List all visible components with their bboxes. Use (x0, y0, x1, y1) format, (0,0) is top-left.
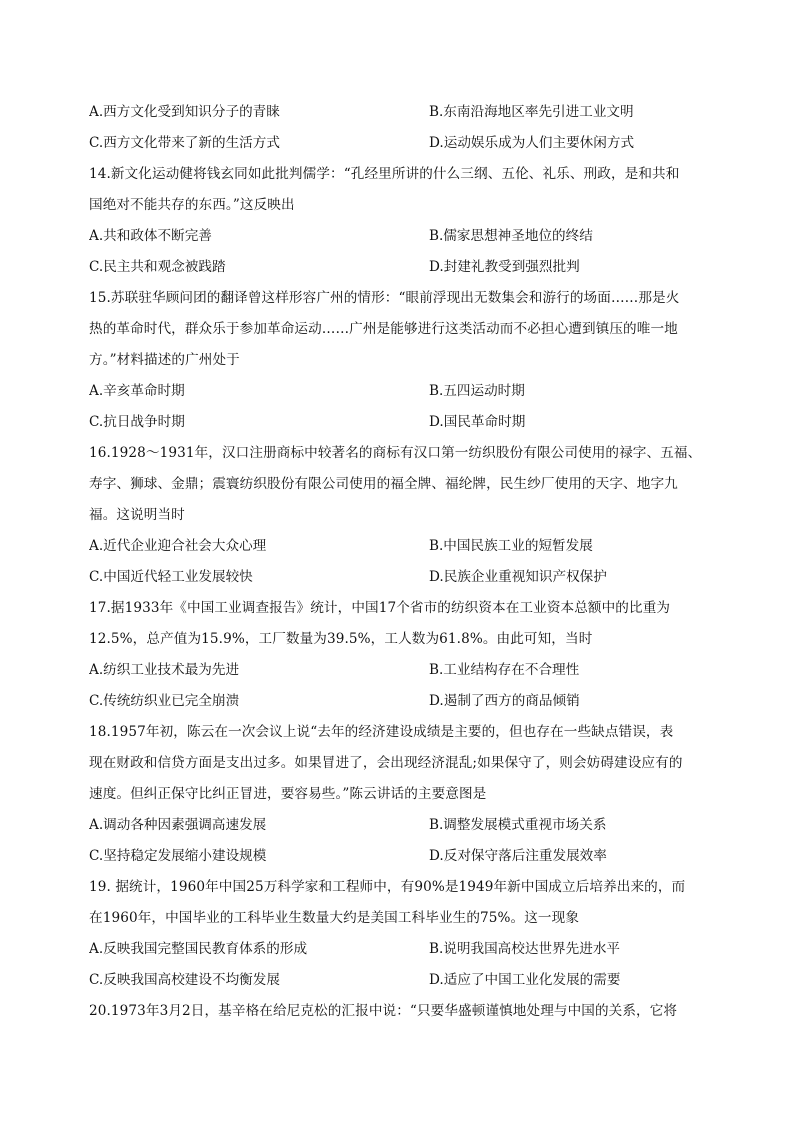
q14-option-c[interactable]: C.民主共和观念被践踏 (89, 259, 226, 275)
q19-option-c[interactable]: C.反映我国高校建设不均衡发展 (89, 972, 280, 988)
q16-stem-line-3: 福。这说明当时 (89, 507, 185, 523)
q15-option-d[interactable]: D.国民革命时期 (429, 414, 526, 430)
q16-stem-line-1: 16.1928～1931年，汉口注册商标中较著名的商标有汉口第一纺织股份有限公司使用的禄字、五福、 (89, 445, 702, 461)
q17-options-row-1 (89, 655, 707, 686)
q13-options-row-2 (89, 128, 707, 159)
q16-option-b[interactable]: B.中国民族工业的短暂发展 (429, 538, 593, 554)
q13-option-a[interactable]: A.西方文化受到知识分子的青睐 (89, 104, 280, 120)
q19-option-d[interactable]: D.适应了中国工业化发展的需要 (429, 972, 621, 988)
q18-stem-line-2: 现在财政和信贷方面是支出过多。如果冒进了，会出现经济混乱;如果保守了，则会妨碍建设应有的 (89, 755, 683, 771)
q16-option-c[interactable]: C.中国近代轻工业发展较快 (89, 569, 253, 585)
q15-options-row-2 (89, 407, 707, 438)
q18-option-b[interactable]: B.调整发展模式重视市场关系 (429, 817, 607, 833)
q14-options-row-2 (89, 252, 707, 283)
q16-option-d[interactable]: D.民族企业重视知识产权保护 (429, 569, 607, 585)
q15-stem-line-1: 15.苏联驻华顾问团的翻译曾这样形容广州的情形：“眼前浮现出无数集会和游行的场面……那是火 (89, 290, 680, 306)
q15-options-row-1 (89, 376, 707, 407)
q19-stem-line-2: 在1960年，中国毕业的工科毕业生数量大约是美国工科毕业生的75%。这一现象 (89, 910, 580, 926)
q19-options-row-1 (89, 934, 707, 965)
q14-option-b[interactable]: B.儒家思想神圣地位的终结 (429, 228, 593, 244)
q13-option-d[interactable]: D.运动娱乐成为人们主要休闲方式 (429, 135, 635, 151)
q15-option-c[interactable]: C.抗日战争时期 (89, 414, 185, 430)
q14-stem-line-1: 14.新文化运动健将钱玄同如此批判儒学：“孔经里所讲的什么三纲、五伦、礼乐、刑政，是和共和 (89, 166, 680, 182)
q16-options-row-2 (89, 562, 707, 593)
q17-option-b[interactable]: B.工业结构存在不合理性 (429, 662, 580, 678)
q13-option-c[interactable]: C.西方文化带来了新的生活方式 (89, 135, 280, 151)
q19-stem-line-1: 19. 据统计，1960年中国25万科学家和工程师中，有90%是1949年新中国成立后培养出来的，而 (89, 879, 686, 895)
q16-stem-line-2: 寿字、狮球、金鼎；震寰纺织股份有限公司使用的福全牌、福纶牌，民生纱厂使用的天字、地字九 (89, 476, 678, 492)
exam-page (89, 97, 707, 1027)
q15-stem-line-3: 方。”材料描述的广州处于 (89, 352, 240, 368)
q19-option-b[interactable]: B.说明我国高校达世界先进水平 (429, 941, 621, 957)
q15-option-b[interactable]: B.五四运动时期 (429, 383, 525, 399)
q20-stem-line-1: 20.1973年3月2日，基辛格在给尼克松的汇报中说：“只要华盛顿谨慎地处理与中国的关系，它将 (89, 1003, 678, 1019)
q17-stem-line-2: 12.5%，总产值为15.9%，工厂数量为39.5%，工人数为61.8%。由此可知，当时 (89, 631, 593, 647)
q17-options-row-2 (89, 686, 707, 717)
q17-option-c[interactable]: C.传统纺织业已完全崩溃 (89, 693, 240, 709)
q17-stem-line-1: 17.据1933年《中国工业调查报告》统计，中国17个省市的纺织资本在工业资本总额中的比重为 (89, 600, 671, 616)
q18-options-row-2 (89, 841, 707, 872)
q19-option-a[interactable]: A.反映我国完整国民教育体系的形成 (89, 941, 308, 957)
q15-stem-line-2: 热的革命时代，群众乐于参加革命运动……广州是能够进行这类活动而不必担心遭到镇压的唯一地 (89, 321, 678, 337)
q19-options-row-2 (89, 965, 707, 996)
q18-option-d[interactable]: D.反对保守落后注重发展效率 (429, 848, 607, 864)
q14-stem-line-2: 国绝对不能共存的东西。”这反映出 (89, 197, 295, 213)
q16-option-a[interactable]: A.近代企业迎合社会大众心理 (89, 538, 267, 554)
q13-options-row-1 (89, 97, 707, 128)
q14-options-row-1 (89, 221, 707, 252)
q14-option-d[interactable]: D.封建礼教受到强烈批判 (429, 259, 580, 275)
q13-option-b[interactable]: B.东南沿海地区率先引进工业文明 (429, 104, 634, 120)
q18-stem-line-1: 18.1957年初，陈云在一次会议上说“去年的经济建设成绩是主要的，但也存在一些缺点错误，表 (89, 724, 674, 740)
q18-stem-line-3: 速度。但纠正保守比纠正冒进，要容易些。”陈云讲话的主要意图是 (89, 786, 487, 802)
q18-option-a[interactable]: A.调动各种因素强调高速发展 (89, 817, 267, 833)
q17-option-a[interactable]: A.纺织工业技术最为先进 (89, 662, 240, 678)
q15-option-a[interactable]: A.辛亥革命时期 (89, 383, 185, 399)
q18-option-c[interactable]: C.坚持稳定发展缩小建设规模 (89, 848, 267, 864)
q17-option-d[interactable]: D.遏制了西方的商品倾销 (429, 693, 580, 709)
q16-options-row-1 (89, 531, 707, 562)
q14-option-a[interactable]: A.共和政体不断完善 (89, 228, 212, 244)
q18-options-row-1 (89, 810, 707, 841)
